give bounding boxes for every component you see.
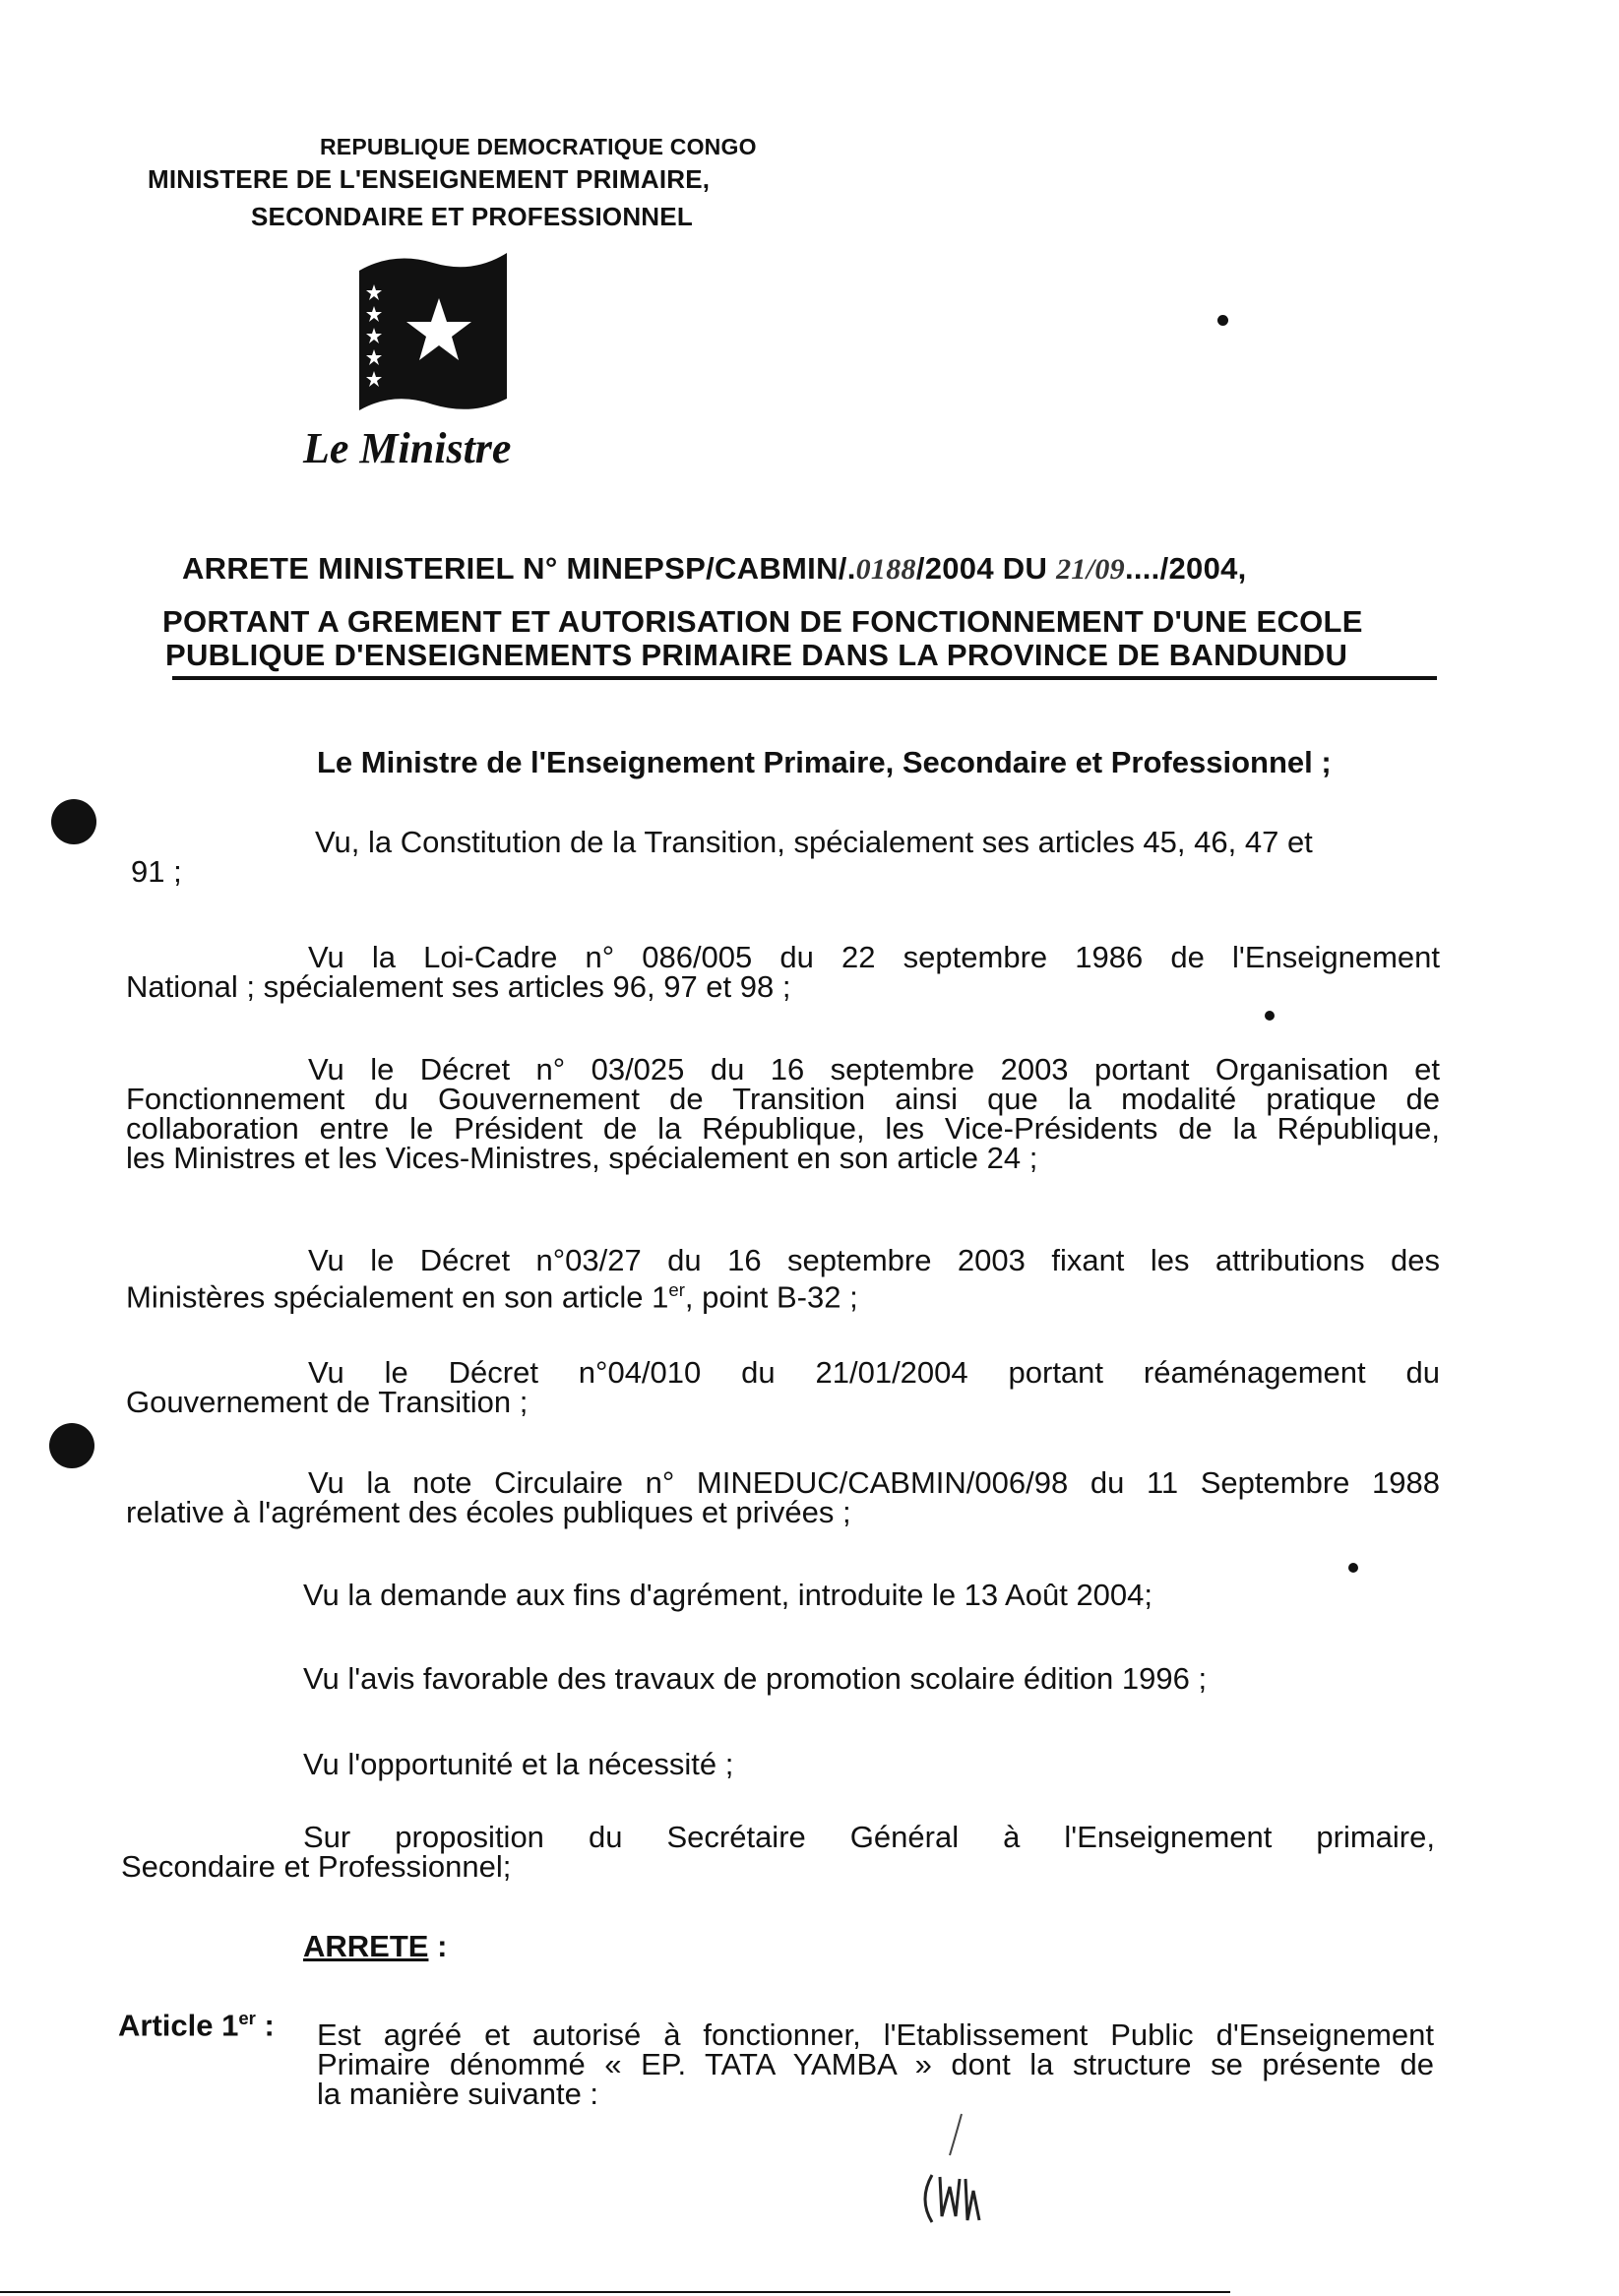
handwritten-date: 21/09: [1056, 553, 1125, 586]
handwritten-number: 0188: [855, 553, 916, 586]
punch-hole: [51, 799, 96, 844]
decree-title-line2: PORTANT A GREMENT ET AUTORISATION DE FONCTIONNEMENT D'UNE ECOLE: [162, 604, 1363, 639]
consideration-demande: Vu la demande aux fins d'agrément, introduite le 13 Août 2004;: [303, 1578, 1153, 1612]
page-edge-line: [0, 2291, 1230, 2293]
decree-number-prefix: ARRETE MINISTERIEL N° MINEPSP/CABMIN/.: [182, 551, 856, 586]
initials-signature-icon: [910, 2106, 999, 2234]
consideration-opportunite: Vu l'opportunité et la nécessité ;: [303, 1747, 734, 1781]
preamble: Le Ministre de l'Enseignement Primaire, Secondaire et Professionnel ;: [317, 745, 1332, 779]
consideration-constitution: Vu, la Constitution de la Transition, spécialement ses articles 45, 46, 47 et: [315, 825, 1313, 859]
scan-speck: [1217, 315, 1228, 326]
ministry-name-line1: MINISTERE DE L'ENSEIGNEMENT PRIMAIRE,: [148, 164, 711, 194]
consideration-decret-03-27: Vu le Décret n°03/27 du 16 septembre 2003 fixant les attributions des Ministères spécialement en son article 1er, point B-32 ;: [126, 1243, 1440, 1315]
ministry-name-line2: SECONDAIRE ET PROFESSIONNEL: [251, 202, 693, 231]
punch-hole: [49, 1423, 94, 1468]
consideration-decret-04-010: Vu le Décret n°04/010 du 21/01/2004 portant réaménagement du Gouvernement de Transition ;: [126, 1355, 1440, 1419]
consideration-constitution-cont: 91 ;: [131, 854, 182, 889]
signatory-title: Le Ministre: [303, 424, 512, 472]
consideration-avis: Vu l'avis favorable des travaux de promotion scolaire édition 1996 ;: [303, 1661, 1208, 1696]
flag-emblem-icon: [354, 241, 512, 418]
decision-heading: ARRETE :: [303, 1929, 448, 1963]
consideration-proposition: Sur proposition du Secrétaire Général à l'Enseignement primaire, Secondaire et Professionnel;: [121, 1820, 1435, 1884]
scan-speck: [1348, 1563, 1358, 1573]
article-1-text: Est agréé et autorisé à fonctionner, l'Etablissement Public d'Enseignement Primaire dénommé « EP. TATA YAMBA » dont la structure se présente de la manière suivante :: [317, 2017, 1434, 2111]
decree-year: /2004 DU: [915, 551, 1057, 586]
scan-speck: [1265, 1011, 1275, 1021]
consideration-loi-cadre: Vu la Loi-Cadre n° 086/005 du 22 septembre 1986 de l'Enseignement National ; spécialement ses articles 96, 97 et 98 ;: [126, 940, 1440, 1004]
consideration-decret-03-025: Vu le Décret n° 03/025 du 16 septembre 2003 portant Organisation et Fonctionnement du Gouvernement de Transition ainsi que la modalité pratique de collaboration entre le Président de la République, les Vice-Présidents de la République, les Ministres et les Vices-Ministres, spécialement en son article 24 ;: [126, 1052, 1440, 1175]
decree-date-suffix: ..../2004,: [1124, 551, 1247, 586]
consideration-circulaire: Vu la note Circulaire n° MINEDUC/CABMIN/006/98 du 11 Septembre 1988 relative à l'agrément des écoles publiques et privées ;: [126, 1465, 1440, 1529]
country-name: REPUBLIQUE DEMOCRATIQUE CONGO: [320, 134, 757, 159]
decree-title-line1: [182, 551, 1247, 587]
decree-title-line3: PUBLIQUE D'ENSEIGNEMENTS PRIMAIRE DANS LA PROVINCE DE BANDUNDU: [165, 638, 1348, 672]
article-label: Article 1er :: [118, 2008, 275, 2043]
title-underline: [172, 676, 1437, 680]
